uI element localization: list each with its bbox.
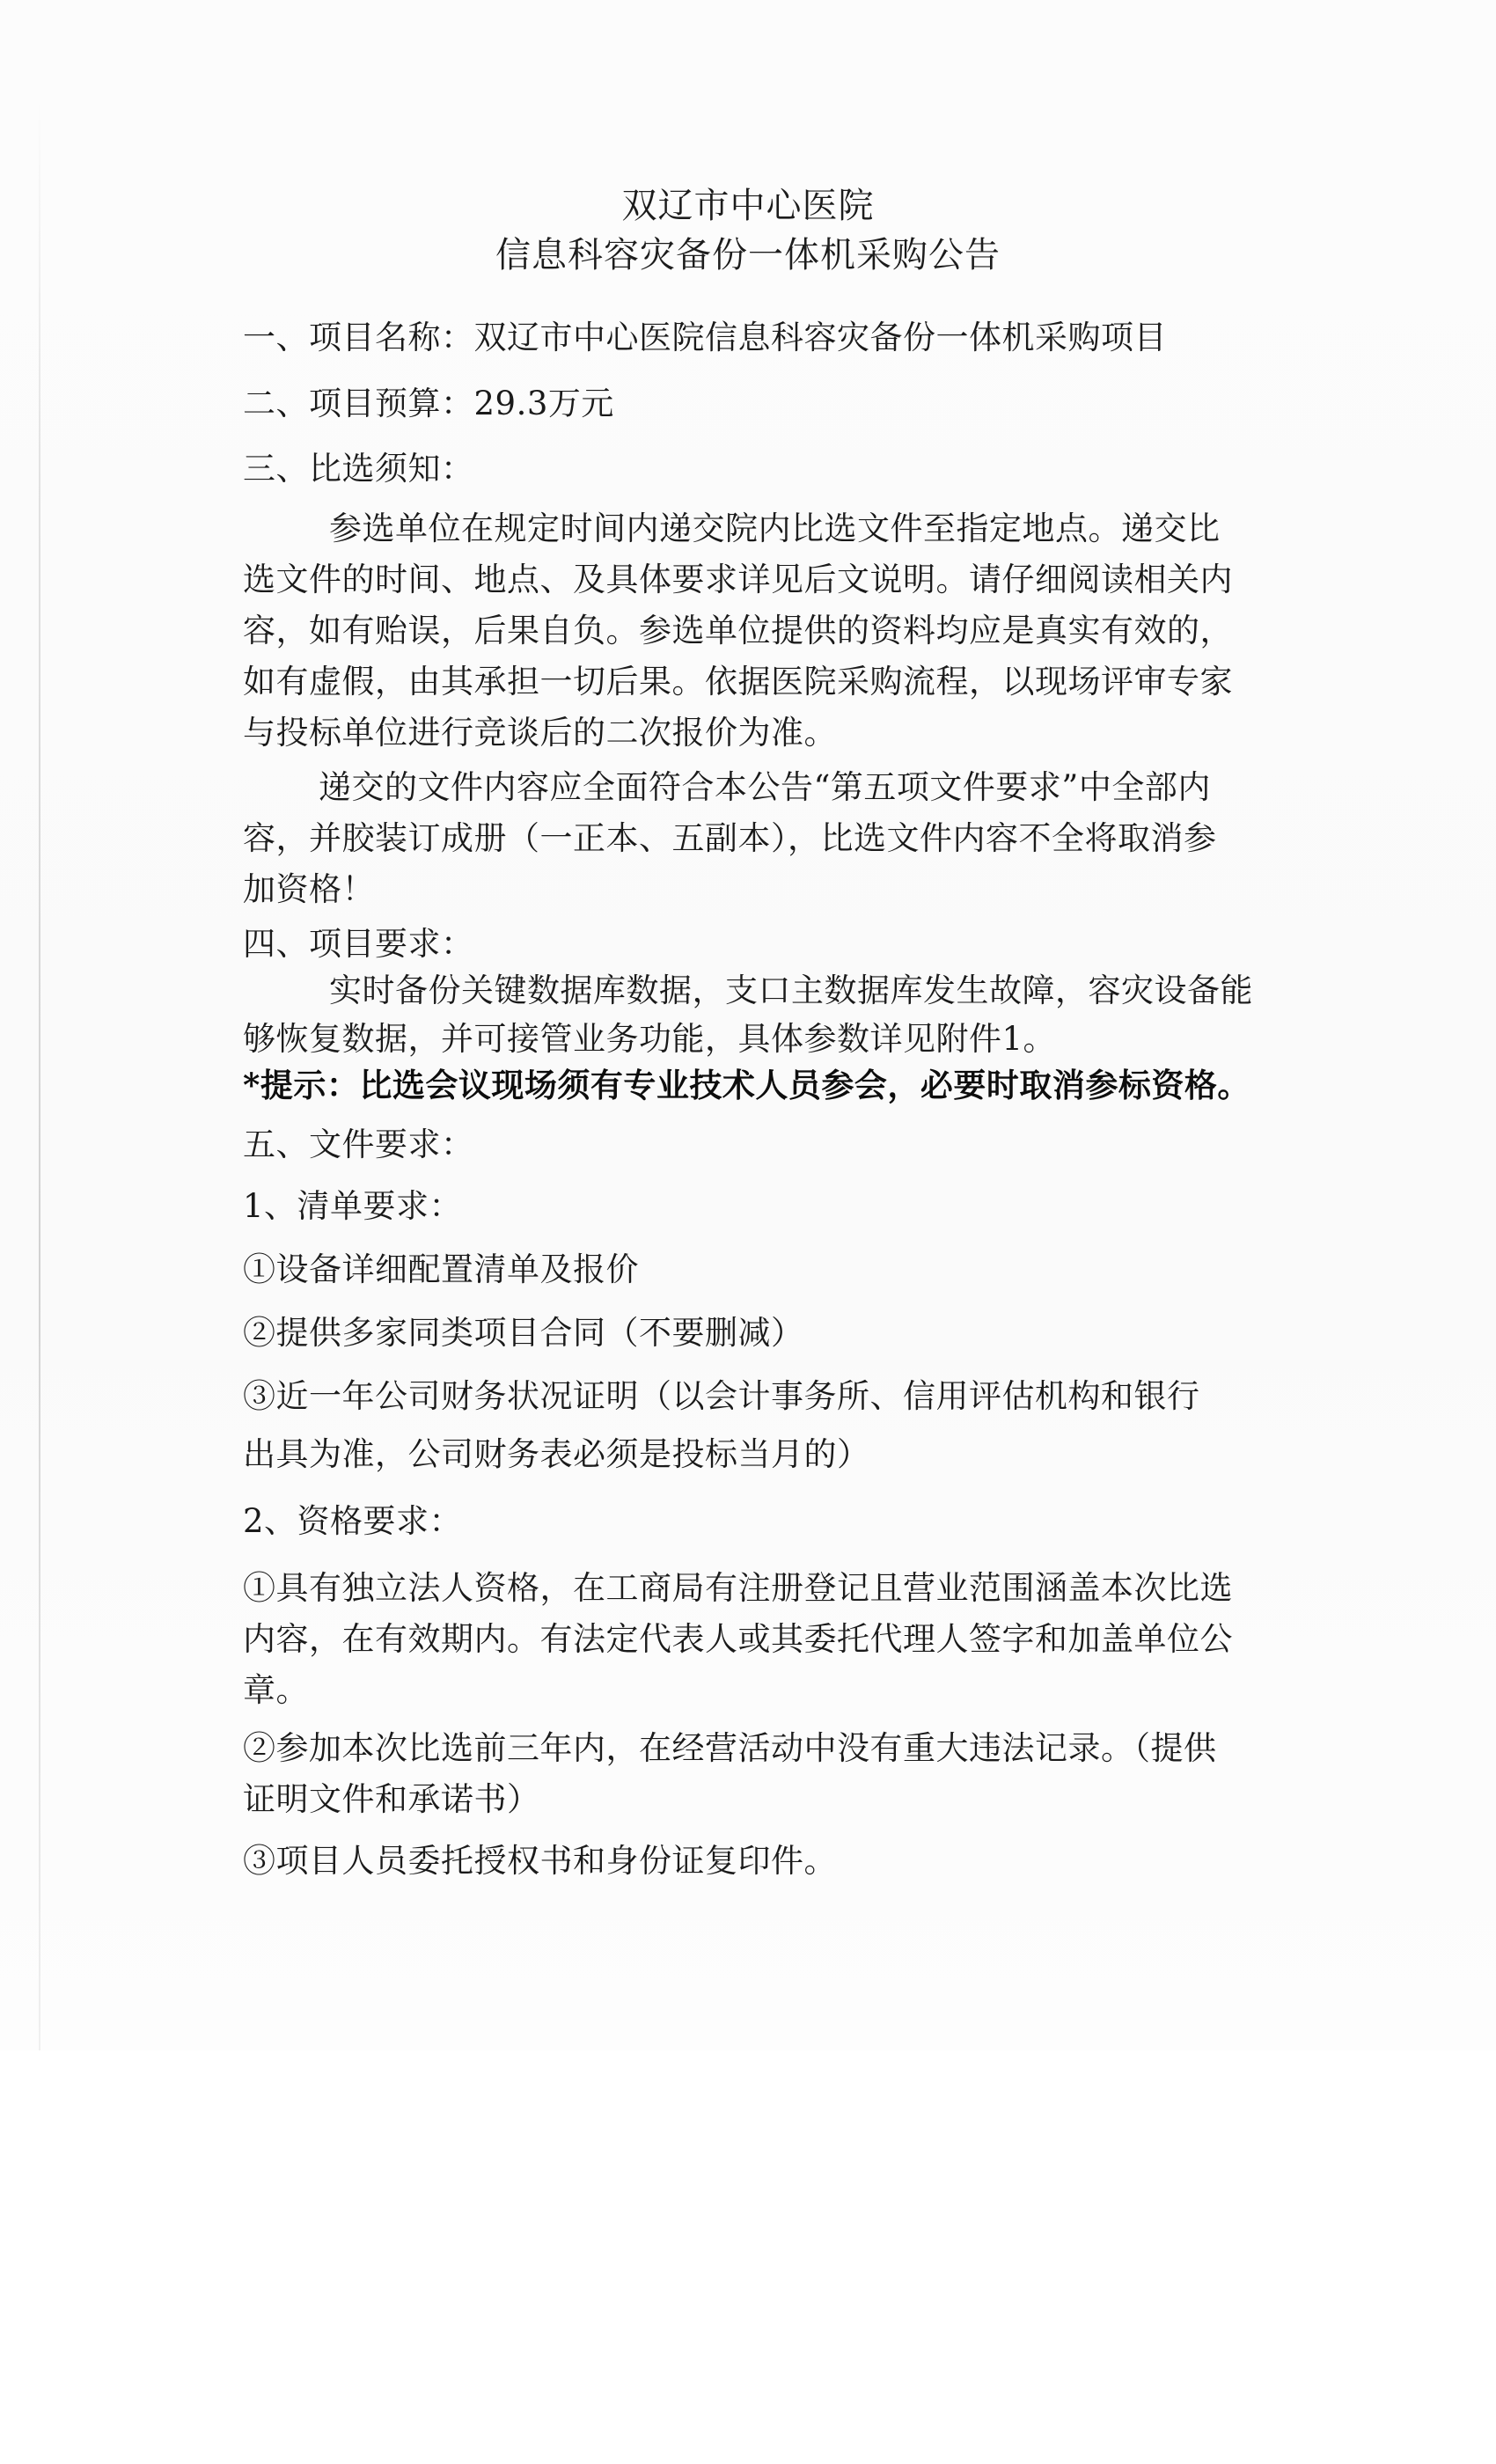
sub-qualification-requirements: 2、资格要求： bbox=[243, 1502, 463, 1540]
para-requirements-line-2: 够恢复数据，并可接管业务功能，具体参数详见附件1。 bbox=[243, 1020, 1057, 1058]
para-notes-line-4: 如有虚假，由其承担一切后果。依据医院采购流程，以现场评审专家 bbox=[243, 663, 1233, 700]
list-item-legal-line-2: 内容，在有效期内。有法定代表人或其委托代理人签字和加盖单位公 bbox=[243, 1620, 1233, 1658]
para-submission-line-2: 容，并胶装订成册（一正本、五副本），比选文件内容不全将取消参 bbox=[243, 819, 1217, 857]
document-title-subject: 信息科容灾备份一体机采购公告 bbox=[495, 235, 1001, 275]
para-notes-line-5: 与投标单位进行竞谈后的二次报价为准。 bbox=[243, 714, 837, 752]
list-item-legal-line-1: ①具有独立法人资格，在工商局有注册登记且营业范围涵盖本次比选 bbox=[243, 1569, 1233, 1607]
para-submission-line-1: 递交的文件内容应全面符合本公告“第五项文件要求”中全部内 bbox=[319, 768, 1211, 806]
para-notes-line-3: 容，如有贻误，后果自负。参选单位提供的资料均应是真实有效的， bbox=[243, 612, 1233, 649]
item-selection-notes: 三、比选须知： bbox=[243, 450, 474, 488]
para-notes-line-1: 参选单位在规定时间内递交院内比选文件至指定地点。递交比 bbox=[329, 510, 1221, 547]
list-item-finance-line-2: 出具为准，公司财务表必须是投标当月的） bbox=[243, 1435, 870, 1473]
scan-edge-shadow bbox=[39, 97, 40, 2050]
document-title-hospital: 双辽市中心医院 bbox=[621, 186, 875, 226]
list-item-config-quote: ①设备详细配置清单及报价 bbox=[243, 1250, 639, 1288]
para-notes-line-2: 选文件的时间、地点、及具体要求详见后文说明。请仔细阅读相关内 bbox=[243, 561, 1233, 598]
list-item-contracts: ②提供多家同类项目合同（不要删减） bbox=[243, 1314, 804, 1352]
list-item-authorization: ③项目人员委托授权书和身份证复印件。 bbox=[243, 1842, 837, 1880]
item-document-requirements: 五、文件要求： bbox=[243, 1126, 474, 1163]
item-project-requirements: 四、项目要求： bbox=[243, 925, 474, 963]
list-item-legal-line-3: 章。 bbox=[243, 1671, 309, 1709]
list-item-record-line-1: ②参加本次比选前三年内，在经营活动中没有重大违法记录。（提供 bbox=[243, 1729, 1217, 1767]
list-item-finance-line-1: ③近一年公司财务状况证明（以会计事务所、信用评估机构和银行 bbox=[243, 1377, 1200, 1415]
item-project-budget: 二、项目预算：29.3万元 bbox=[243, 385, 614, 422]
item-project-name: 一、项目名称：双辽市中心医院信息科容灾备份一体机采购项目 bbox=[243, 319, 1167, 356]
para-requirements-line-1: 实时备份关键数据库数据，支口主数据库发生故障，容灾设备能 bbox=[329, 972, 1253, 1009]
list-item-record-line-2: 证明文件和承诺书） bbox=[243, 1780, 540, 1818]
sub-list-requirements: 1、清单要求： bbox=[243, 1187, 463, 1225]
notice-technical-staff: *提示：比选会议现场须有专业技术人员参会，必要时取消参标资格。 bbox=[243, 1066, 1250, 1104]
para-submission-line-3: 加资格！ bbox=[243, 870, 375, 908]
